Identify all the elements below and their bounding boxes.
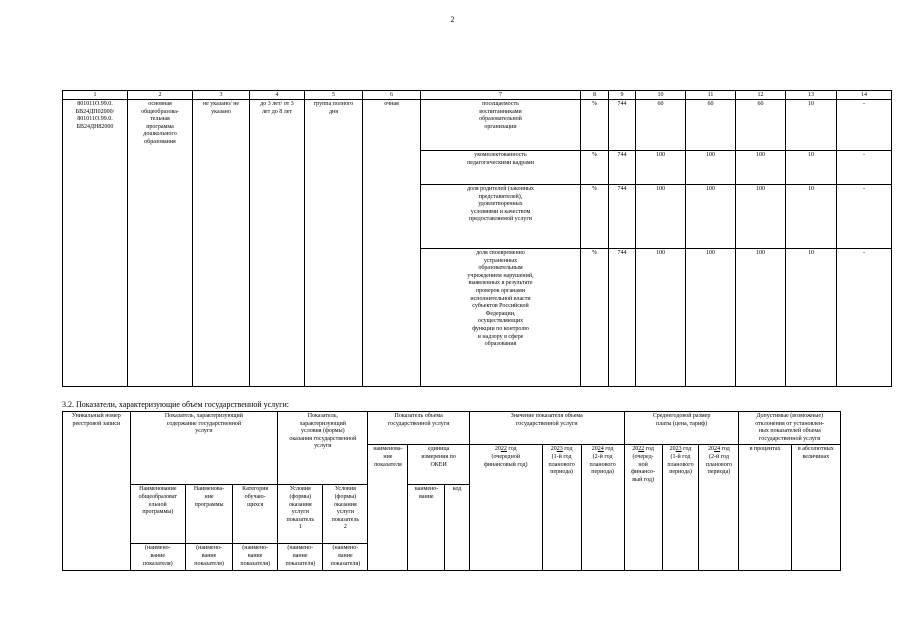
table-row <box>63 100 892 151</box>
unit-name-header: наимено- вание <box>408 485 445 571</box>
indicator-value: 100 <box>636 151 686 185</box>
col-num: 1 <box>63 91 128 100</box>
header-row <box>63 412 841 445</box>
unique-number-header: Уникальный номер реестровой записи <box>63 412 131 571</box>
col-num: 14 <box>837 91 892 100</box>
indicator-okei: 744 <box>609 185 636 249</box>
deviation-percent: 10 <box>786 249 837 387</box>
content-header: Показатель, характеризующий содержание государственной услуги <box>130 412 278 485</box>
service-content: основная общеобразова- тельная программа дошкольного образования <box>128 100 193 387</box>
col-num: 3 <box>193 91 250 100</box>
indicator-value: 60 <box>636 100 686 151</box>
deviation-percent: 10 <box>786 151 837 185</box>
col-num: 8 <box>581 91 609 100</box>
education-form: очная <box>363 100 421 387</box>
year-header: 2023 год (1-й год планового периода) <box>542 445 581 571</box>
indicator-name: доля родителей (законных представителей), удовлетворенных условиями и качеством предоставляемой услуги <box>421 185 581 249</box>
col-num: 10 <box>636 91 686 100</box>
condition-col-header: Условия (формы) оказания услуги показатель 1 <box>278 485 323 544</box>
unit-header: единица измерения по ОКЕИ <box>408 445 469 485</box>
student-category: не указано/ не указано <box>193 100 250 387</box>
deviation-absolute: - <box>837 100 892 151</box>
quality-indicators-table <box>62 90 892 387</box>
service-condition: группа полного дня <box>305 100 363 387</box>
indicator-name-header: наименова- ние показателя <box>368 445 408 571</box>
indicator-value: 100 <box>736 151 786 185</box>
unit-code-header: код <box>445 485 470 571</box>
year-header: 2022 год (очередной финансовый год) <box>469 445 542 571</box>
content-col-header: Наименование общеобразоват ельной программы) <box>130 485 185 544</box>
indicator-value: 100 <box>636 249 686 387</box>
registry-code: 801011О.99.0. БВ24ДП02000/ 801011О.99.0. БВ24ДН82000 <box>63 100 128 387</box>
indicator-value: 100 <box>736 185 786 249</box>
indicator-name: посещаемость воспитанниками образовательной организации <box>421 100 581 151</box>
indicator-value: 100 <box>686 185 736 249</box>
indicator-name: укомплектованность педагогическими кадрами <box>421 151 581 185</box>
placeholder-cell: (наимено- вание показателя) <box>278 544 323 571</box>
indicator-value: 60 <box>686 100 736 151</box>
deviation-absolute: - <box>837 151 892 185</box>
col-num: 13 <box>786 91 837 100</box>
indicator-value: 100 <box>636 185 686 249</box>
col-num: 11 <box>686 91 736 100</box>
placeholder-cell: (наимено- вание показателя) <box>323 544 368 571</box>
col-num: 5 <box>305 91 363 100</box>
column-number-row <box>63 91 892 100</box>
student-age: до 3 лет/ от 3 лет до 8 лет <box>250 100 305 387</box>
deviation-percent: 10 <box>786 100 837 151</box>
indicator-unit: % <box>581 249 609 387</box>
year-header: 2023 год (1-й год планового периода) <box>662 445 699 571</box>
deviation-absolute-header: в абсолютных величинах <box>791 445 840 571</box>
indicator-value: 100 <box>736 249 786 387</box>
col-num: 7 <box>421 91 581 100</box>
col-num: 6 <box>363 91 421 100</box>
condition-col-header: Условия (формы) оказания услуги показатель 2 <box>323 485 368 544</box>
placeholder-cell: (наимено- вание показателя) <box>185 544 232 571</box>
volume-indicators-table <box>62 411 841 571</box>
placeholder-cell: (наимено- вание показателя) <box>233 544 278 571</box>
indicator-okei: 744 <box>609 249 636 387</box>
indicator-okei: 744 <box>609 151 636 185</box>
volume-value-header: Значение показателя объема государственной услуги <box>469 412 624 445</box>
col-num: 12 <box>736 91 786 100</box>
indicator-name: доля своевременно устраненных образовательным учреждением нарушений, выявленных в результате проверок органами исполнительной власти субъектов Российской Федерации, осуществляющих функции по контролю и надзору в сфере образования <box>421 249 581 387</box>
page-number: 2 <box>450 15 455 24</box>
indicator-unit: % <box>581 100 609 151</box>
col-num: 2 <box>128 91 193 100</box>
year-header: 2024 год (2-й год планового периода) <box>581 445 624 571</box>
year-header: 2022 год (очеред- ной финансо- вый год) <box>624 445 662 571</box>
section-title: 3.2. Показатели, характеризующие объем государственной услуги: <box>62 400 289 409</box>
placeholder-cell: (наимено- вание показателя) <box>130 544 185 571</box>
condition-header: Показатель, характеризующий условия (формы) оказания государственной услуги <box>278 412 368 485</box>
deviation-absolute: - <box>837 185 892 249</box>
indicator-value: 100 <box>686 249 736 387</box>
year-header: 2024 год (2-й год планового периода) <box>699 445 739 571</box>
deviation-percent: 10 <box>786 185 837 249</box>
deviation-percent-header: в процентах <box>739 445 791 571</box>
indicator-value: 100 <box>686 151 736 185</box>
deviation-header: Допустимые (возможные) отклонения от установлен- ных показателей объема государственной услуги <box>739 412 841 445</box>
indicator-okei: 744 <box>609 100 636 151</box>
price-header: Среднегодовой размер платы (цена, тариф) <box>624 412 739 445</box>
indicator-unit: % <box>581 151 609 185</box>
indicator-unit: % <box>581 185 609 249</box>
deviation-absolute: - <box>837 249 892 387</box>
indicator-value: 60 <box>736 100 786 151</box>
col-num: 4 <box>250 91 305 100</box>
volume-header: Показатель объема государственной услуги <box>368 412 469 445</box>
content-col-header: Наименова- ние программы <box>185 485 232 544</box>
col-num: 9 <box>609 91 636 100</box>
content-col-header: Категория обучаю- щихся <box>233 485 278 544</box>
